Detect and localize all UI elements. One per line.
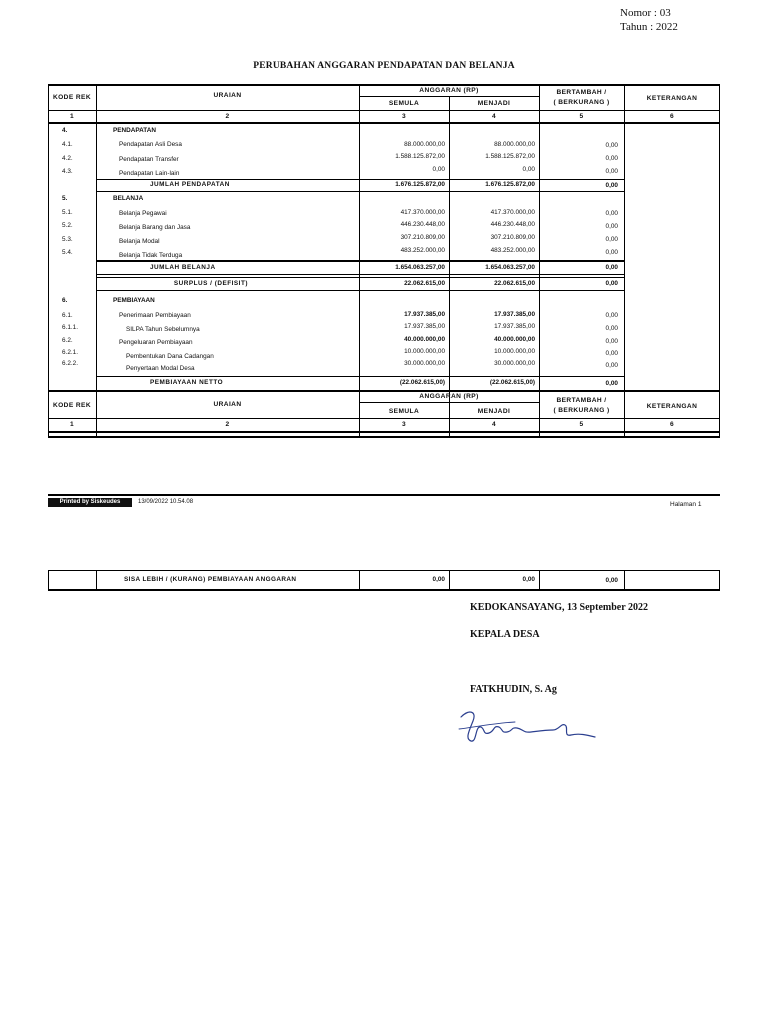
printed-by-badge: Printed by Siskeudes [48,498,132,507]
repeat-col-num-6: 6 [669,421,675,428]
tahun-label: Tahun : 2022 [620,21,678,33]
selisih-pad: 0,00 [605,142,618,149]
semula-surplus: 22.062.615,00 [404,280,445,287]
page-number: Halaman 1 [670,501,702,508]
uraian-pembiayaan: PEMBIAYAAN [113,297,155,304]
selisih-jumlah-pendapatan: 0,00 [605,182,618,189]
uraian-modal: Belanja Modal [119,238,160,245]
semula-penerimaan: 17.937.385,00 [404,311,445,318]
col-num-4: 4 [491,113,497,120]
uraian-penerimaan: Penerimaan Pembiayaan [119,312,191,319]
kode-pendapatan: 4. [62,127,68,134]
semula-dana-cadangan: 10.000.000,00 [404,348,445,355]
semula-transfer: 1.588.125.872,00 [395,153,445,160]
menjadi-netto: (22.062.615,00) [489,379,535,386]
kode-dana-cadangan: 6.2.1. [62,349,78,356]
sisa-uraian: SISA LEBIH / (KURANG) PEMBIAYAAN ANGGARAN [124,576,297,583]
header-keterangan: KETERANGAN [646,95,698,102]
uraian-pendapatan: PENDAPATAN [113,127,156,134]
uraian-transfer: Pendapatan Transfer [119,156,179,163]
col-num-3: 3 [401,113,407,120]
handwritten-signature [455,705,600,747]
kode-transfer: 4.2. [62,155,73,162]
repeat-header-kode-rek: KODE REK [52,402,91,409]
uraian-barang: Belanja Barang dan Jasa [119,224,191,231]
repeat-header-uraian: URAIAN [213,401,242,408]
semula-jumlah-pendapatan: 1.676.125.872,00 [395,181,445,188]
semula-pegawai: 417.370.000,00 [400,209,445,216]
uraian-netto: PEMBIAYAAN NETTO [150,379,224,386]
menjadi-silpa: 17.937.385,00 [494,323,535,330]
repeat-header-anggaran: ANGGARAN (RP) [419,393,479,400]
repeat-header-semula: SEMULA [388,408,420,415]
semula-penyertaan: 30.000.000,00 [404,360,445,367]
semula-pengeluaran: 40.000.000,00 [404,336,445,343]
selisih-tak-terduga: 0,00 [605,249,618,256]
semula-pad: 88.000.000,00 [404,141,445,148]
repeat-header-bertambah: BERTAMBAH / [556,397,607,404]
uraian-lain: Pendapatan Lain-lain [119,170,180,177]
header-berkurang: ( BERKURANG ) [553,99,610,106]
uraian-pengeluaran: Pengeluaran Pembiayaan [119,339,193,346]
repeat-col-num-5: 5 [579,421,584,428]
kode-pad: 4.1. [62,141,73,148]
selisih-pengeluaran: 0,00 [605,338,618,345]
kode-silpa: 6.1.1. [62,324,78,331]
menjadi-jumlah-belanja: 1.654.063.257,00 [485,264,535,271]
print-timestamp: 13/09/2022 10.54.08 [138,499,194,505]
selisih-penyertaan: 0,00 [605,362,618,369]
menjadi-pegawai: 417.370.000,00 [490,209,535,216]
uraian-surplus: SURPLUS / (DEFISIT) [173,280,248,287]
selisih-modal: 0,00 [605,236,618,243]
repeat-col-num-2: 2 [225,421,230,428]
menjadi-tak-terduga: 483.252.000,00 [490,247,535,254]
selisih-netto: 0,00 [605,380,618,387]
kode-barang: 5.2. [62,222,73,229]
selisih-pegawai: 0,00 [605,210,618,217]
semula-lain: 0,00 [432,166,445,173]
semula-modal: 307.210.809,00 [400,234,445,241]
menjadi-jumlah-pendapatan: 1.676.125.872,00 [485,181,535,188]
col-num-2: 2 [225,113,230,120]
document-meta [620,6,678,34]
uraian-penyertaan: Penyertaan Modal Desa [126,365,195,372]
menjadi-pad: 88.000.000,00 [494,141,535,148]
col-num-1: 1 [69,113,75,120]
menjadi-penerimaan: 17.937.385,00 [494,311,535,318]
repeat-header-keterangan: KETERANGAN [646,403,698,410]
menjadi-pengeluaran: 40.000.000,00 [494,336,535,343]
selisih-barang: 0,00 [605,223,618,230]
selisih-dana-cadangan: 0,00 [605,350,618,357]
uraian-belanja: BELANJA [113,195,144,202]
document-title: PERUBAHAN ANGGARAN PENDAPATAN DAN BELANJA [253,61,515,71]
col-num-5: 5 [579,113,584,120]
selisih-silpa: 0,00 [605,325,618,332]
kode-tak-terduga: 5.4. [62,249,73,256]
header-menjadi: MENJADI [477,100,511,107]
semula-netto: (22.062.615,00) [399,379,445,386]
repeat-col-num-1: 1 [69,421,75,428]
header-kode-rek: KODE REK [52,94,91,101]
kode-lain: 4.3. [62,168,73,175]
kode-pengeluaran: 6.2. [62,337,73,344]
sisa-lebih-table [48,570,720,590]
semula-silpa: 17.937.385,00 [404,323,445,330]
kode-modal: 5.3. [62,236,73,243]
header-uraian: URAIAN [213,92,242,99]
signature-position: KEPALA DESA [470,629,540,640]
repeat-header-berkurang: ( BERKURANG ) [553,407,610,414]
menjadi-modal: 307.210.809,00 [490,234,535,241]
menjadi-surplus: 22.062.615,00 [494,280,535,287]
selisih-penerimaan: 0,00 [605,312,618,319]
header-semula: SEMULA [388,100,420,107]
col-num-6: 6 [669,113,675,120]
menjadi-dana-cadangan: 10.000.000,00 [494,348,535,355]
uraian-tak-terduga: Belanja Tidak Terduga [119,252,183,259]
menjadi-penyertaan: 30.000.000,00 [494,360,535,367]
selisih-transfer: 0,00 [605,155,618,162]
menjadi-barang: 446.230.448,00 [490,221,535,228]
header-bertambah: BERTAMBAH / [556,89,607,96]
sisa-semula: 0,00 [432,576,445,583]
kode-pegawai: 5.1. [62,209,73,216]
uraian-dana-cadangan: Pembentukan Dana Cadangan [126,353,214,360]
kode-penyertaan: 6.2.2. [62,360,78,367]
sisa-menjadi: 0,00 [522,576,535,583]
nomor-label: Nomor : 03 [620,7,671,19]
header-anggaran: ANGGARAN (RP) [419,87,479,94]
kode-belanja: 5. [62,195,68,202]
repeat-col-num-4: 4 [491,421,497,428]
footer-divider [48,494,720,496]
semula-jumlah-belanja: 1.654.063.257,00 [395,264,445,271]
uraian-pegawai: Belanja Pegawai [119,210,167,217]
repeat-col-num-3: 3 [401,421,407,428]
uraian-jumlah-pendapatan: JUMLAH PENDAPATAN [150,181,230,188]
uraian-jumlah-belanja: JUMLAH BELANJA [150,264,216,271]
repeat-header-menjadi: MENJADI [477,408,511,415]
selisih-surplus: 0,00 [605,280,618,287]
semula-tak-terduga: 483.252.000,00 [400,247,445,254]
signature-place-date: KEDOKANSAYANG, 13 September 2022 [470,602,648,613]
selisih-lain: 0,00 [605,168,618,175]
sisa-selisih: 0,00 [605,577,618,584]
menjadi-lain: 0,00 [522,166,535,173]
uraian-silpa: SILPA Tahun Sebelumnya [126,326,200,333]
signature-name: FATKHUDIN, S. Ag [470,684,557,695]
menjadi-transfer: 1.588.125.872,00 [485,153,535,160]
kode-pembiayaan: 6. [62,297,68,304]
kode-penerimaan: 6.1. [62,312,73,319]
selisih-jumlah-belanja: 0,00 [605,264,618,271]
semula-barang: 446.230.448,00 [400,221,445,228]
uraian-pad: Pendapatan Asli Desa [119,141,182,148]
budget-table [48,84,720,438]
